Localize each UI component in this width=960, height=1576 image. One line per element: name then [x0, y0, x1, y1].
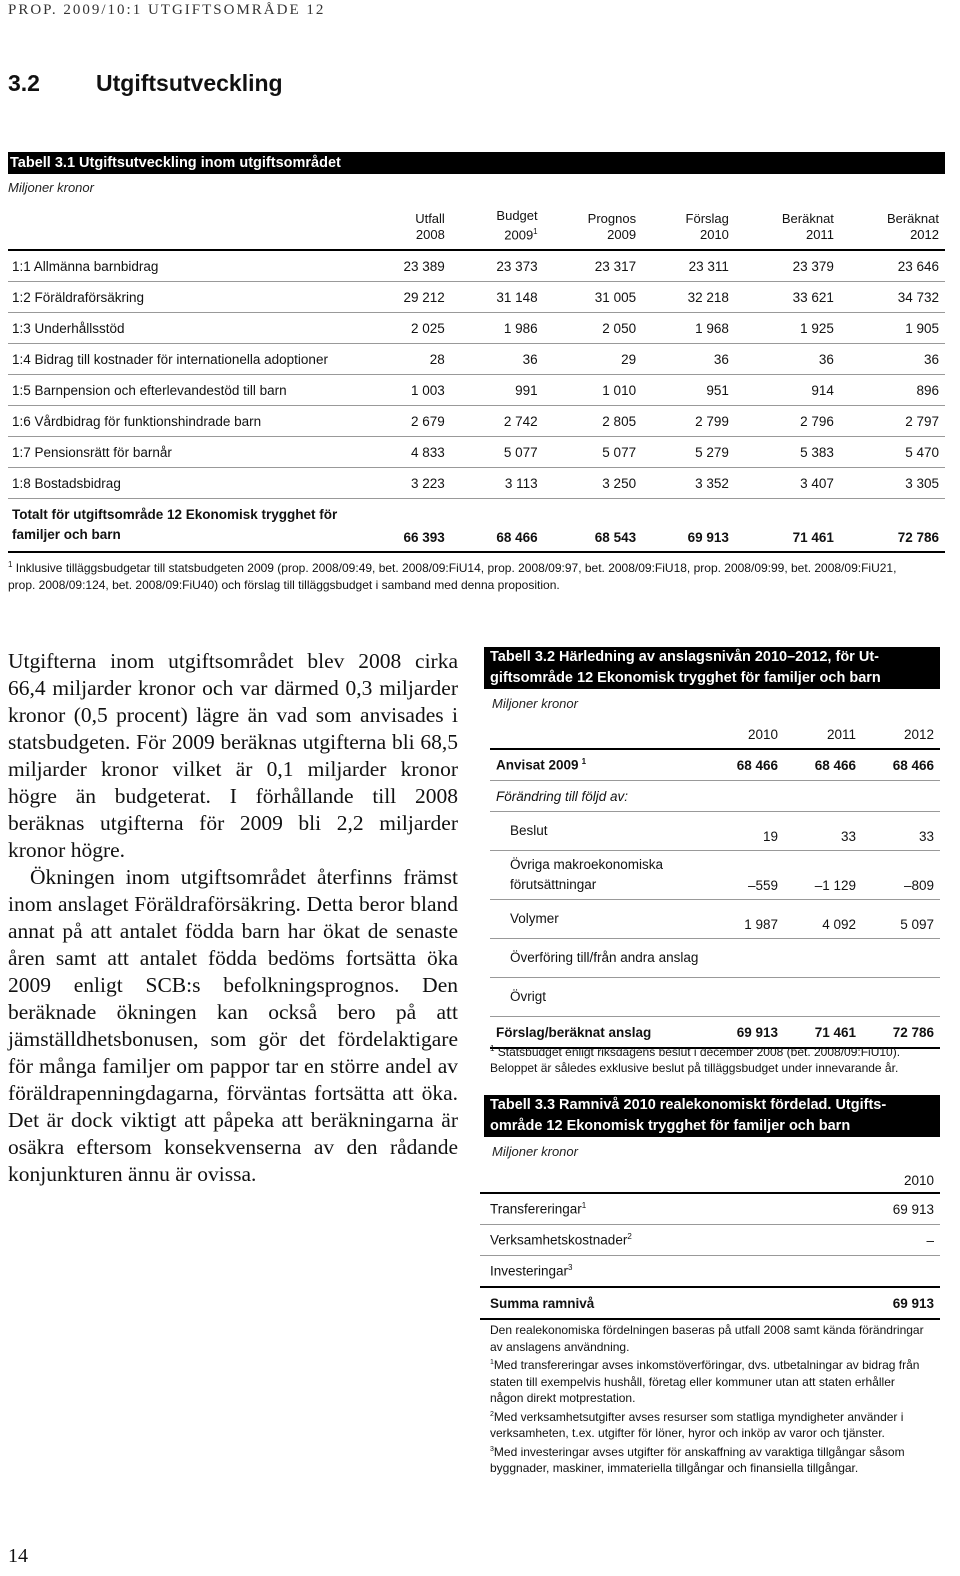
table2-year: 2010	[747, 726, 778, 742]
table-cell: 1 925	[735, 313, 840, 344]
table-cell: 3 352	[642, 468, 735, 499]
table-cell: –	[810, 1225, 940, 1256]
table-cell: –809	[862, 851, 940, 900]
table-cell: 23 389	[358, 250, 451, 282]
table-cell: 2 742	[451, 406, 544, 437]
row-label: 1:1 Allmänna barnbidrag	[8, 250, 358, 282]
total-cell: 71 461	[735, 499, 840, 553]
table1-total-row	[8, 499, 945, 553]
table3-footnote-3	[490, 1442, 930, 1477]
table1-header-line1: Prognos	[587, 211, 637, 227]
sum-label: Summa ramnivå	[480, 1287, 810, 1319]
table3-caption-line1: Tabell 3.3 Ramnivå 2010 realekonomiskt fördelad. Utgifts-	[490, 1097, 887, 1113]
table-cell: 4 092	[784, 900, 862, 939]
table3-header-empty	[480, 1168, 810, 1193]
table-cell: 71 461	[784, 1017, 862, 1049]
anvisat-label-text: Anvisat 2009	[496, 757, 579, 773]
table2-row	[490, 900, 940, 939]
table-cell: 36	[735, 344, 840, 375]
row-label: Överföring till/från andra anslag	[490, 939, 706, 978]
table1-header	[642, 204, 735, 250]
table-cell	[810, 1256, 940, 1288]
footnote-text: Med transfereringar avses inkomstöverföringar, dvs. utbetalningar av bidrag från staten till exempelvis hushåll, företag eller kommuner utan att staten erhåller någon direkt motprestation.	[490, 1358, 920, 1405]
table2-change-row	[490, 781, 940, 812]
row-label: 1:8 Bostadsbidrag	[8, 468, 358, 499]
row-label: 1:7 Pensionsrätt för barnår	[8, 437, 358, 468]
footnote-mark: 1	[490, 1359, 494, 1366]
table-cell: 3 407	[735, 468, 840, 499]
anvisat-sup: 1	[581, 757, 587, 767]
table-cell: 5 077	[544, 437, 642, 468]
table-cell: 991	[451, 375, 544, 406]
table-cell: 3 305	[840, 468, 945, 499]
table-cell: 2 679	[358, 406, 451, 437]
table2-year: 2011	[826, 726, 856, 742]
table-cell: 28	[358, 344, 451, 375]
row-label: 1:4 Bidrag till kostnader för internationella adoptioner	[8, 344, 358, 375]
table3-row	[480, 1256, 940, 1288]
table-cell: 2 796	[735, 406, 840, 437]
row-label	[480, 1193, 810, 1225]
table-cell: 36	[642, 344, 735, 375]
table1-row	[8, 313, 945, 344]
table1-header-line1: Utfall	[415, 211, 445, 227]
page-number: 14	[8, 1545, 28, 1567]
table-cell	[706, 978, 784, 1017]
table-cell: 23 373	[451, 250, 544, 282]
table2-caption-line1: Tabell 3.2 Härledning av anslagsnivån 2010–2012, för Ut-	[490, 649, 879, 665]
table-cell: 1 986	[451, 313, 544, 344]
table2-row	[490, 851, 940, 900]
table-cell: 5 279	[642, 437, 735, 468]
footnote-line1: Inklusive tilläggsbudgetar till statsbudgeten 2009 (prop. 2008/09:49, bet. 2008/09:FiU14, prop. 2008/09:97, bet. 2008/09:FiU18, prop. 2008/09:99, bet. 2008/09:FiU21,	[15, 561, 897, 575]
table-cell: 34 732	[840, 282, 945, 313]
table2-anvisat-row	[490, 749, 940, 781]
table-cell	[862, 978, 940, 1017]
table-cell: 3 250	[544, 468, 642, 499]
row-label: Övrigt	[490, 978, 706, 1017]
table-cell: 3 113	[451, 468, 544, 499]
total-cell: 69 913	[642, 499, 735, 553]
table-cell: 896	[840, 375, 945, 406]
table-cell: 5 383	[735, 437, 840, 468]
table2	[490, 720, 940, 1049]
table2-header-empty	[490, 720, 706, 749]
table2-caption-line2: giftsområde 12 Ekonomisk trygghet för familjer och barn	[490, 670, 881, 686]
table-cell: 2 805	[544, 406, 642, 437]
table3-sum-row	[480, 1287, 940, 1319]
table-cell: 19	[706, 812, 784, 851]
row-label-sup: 3	[568, 1263, 573, 1273]
footnote-mark: 2	[490, 1410, 494, 1418]
table3-footnote-1	[490, 1355, 930, 1407]
table3-row	[480, 1193, 940, 1225]
row-label: 1:2 Föräldraförsäkring	[8, 282, 358, 313]
table-cell: 5 097	[862, 900, 940, 939]
table-cell: 2 025	[358, 313, 451, 344]
row-label	[480, 1225, 810, 1256]
section-heading	[8, 70, 283, 97]
table3-footnote-2	[490, 1407, 930, 1442]
total-cell: 66 393	[358, 499, 451, 553]
table-cell: 31 005	[544, 282, 642, 313]
anvisat-label	[490, 749, 706, 781]
table1-header	[735, 204, 840, 250]
table3-row	[480, 1225, 940, 1256]
table1-footnote	[8, 556, 953, 594]
table1-row	[8, 437, 945, 468]
final-label: Förslag/beräknat anslag	[490, 1017, 706, 1049]
table-cell: 23 379	[735, 250, 840, 282]
table-cell: 914	[735, 375, 840, 406]
table-cell: 2 050	[544, 313, 642, 344]
table2-unit: Miljoner kronor	[492, 696, 578, 711]
table1-row	[8, 406, 945, 437]
table1-header	[840, 204, 945, 250]
footnote-line2: prop. 2008/09:124, bet. 2008/09:FiU40) och förslag till tilläggsbudget i samband med denna proposition.	[8, 578, 560, 592]
total-label-line1: Totalt för utgiftsområde 12 Ekonomisk trygghet för	[12, 507, 338, 523]
table-cell: 23 311	[642, 250, 735, 282]
footnote-text: Med verksamhetsutgifter avses resurser som statliga myndigheter använder i verksamheten, t.ex. utgifter för löner, hyror och inköp av varor och tjänster.	[490, 1409, 904, 1440]
table1-header	[544, 204, 642, 250]
total-label-line2: familjer och barn	[12, 527, 121, 543]
body-paragraph-1: Utgifterna inom utgiftsområdet blev 2008 cirka 66,4 miljarder kronor och var därmed 0,3 miljarder kronor (0,5 procent) lägre än vad som anvisades i statsbudgeten. För 2009 beräknas utgifterna bli 68,5 miljarder kronor vilket är 0,1 miljarder kronor högre än budgeterat. I förhållande till 2008 beräknas utgifterna för 2009 bli 2,2 miljarder kronor högre.	[8, 649, 458, 862]
table1-header-line2: 2012	[910, 227, 939, 243]
table-cell: 23 646	[840, 250, 945, 282]
table-cell: 1 968	[642, 313, 735, 344]
table1-caption	[8, 152, 945, 174]
section-title: Utgiftsutveckling	[96, 70, 283, 96]
table-cell: 29	[544, 344, 642, 375]
row-label: Övriga makroekonomiska förutsättningar	[490, 851, 706, 900]
row-label: Volymer	[490, 900, 706, 939]
table1-header-line2: 2011	[805, 227, 834, 243]
change-label: Förändring till följd av:	[490, 781, 940, 812]
row-label: 1:5 Barnpension och efterlevandestöd till barn	[8, 375, 358, 406]
table2-year: 2012	[903, 726, 934, 742]
table-cell: 69 913	[706, 1017, 784, 1049]
row-label-sup: 1	[581, 1201, 587, 1211]
row-label-text: Transfereringar	[490, 1201, 582, 1217]
sum-value: 69 913	[810, 1287, 940, 1319]
table2-row	[490, 939, 940, 978]
footnote-line2: Beloppet är således exklusive beslut på tilläggsbudget under innevarande år.	[490, 1061, 899, 1075]
table-cell: 33	[862, 812, 940, 851]
footnote-mark: 1	[490, 1044, 495, 1053]
table1-header-line1: Beräknat	[781, 211, 834, 227]
total-label	[8, 499, 358, 553]
table-cell: 69 913	[810, 1193, 940, 1225]
footnote-mark: 3	[490, 1445, 494, 1453]
row-label: 1:6 Vårdbidrag för funktionshindrade barn	[8, 406, 358, 437]
table1-header	[451, 204, 544, 250]
table-cell	[706, 939, 784, 978]
table1-header	[358, 204, 451, 250]
table3-year: 2010	[903, 1172, 934, 1188]
table-cell: 68 466	[784, 749, 862, 781]
table-cell: –559	[706, 851, 784, 900]
row-label: 1:3 Underhållsstöd	[8, 313, 358, 344]
table-cell	[862, 939, 940, 978]
table-cell: 36	[451, 344, 544, 375]
table-cell: 1 003	[358, 375, 451, 406]
table2-header-row	[490, 720, 940, 749]
table-cell: 1 987	[706, 900, 784, 939]
row-label	[480, 1256, 810, 1288]
total-cell: 68 543	[544, 499, 642, 553]
table3-unit: Miljoner kronor	[492, 1144, 578, 1159]
table1-row	[8, 282, 945, 313]
table-cell: 32 218	[642, 282, 735, 313]
table3-notes	[490, 1322, 930, 1477]
table2-footnote	[490, 1041, 940, 1076]
table-cell: 72 786	[862, 1017, 940, 1049]
table1-header-empty	[8, 204, 358, 250]
table1-header-line2: 2010	[699, 227, 729, 243]
table-cell: 68 466	[862, 749, 940, 781]
running-header: PROP. 2009/10:1 UTGIFTSOMRÅDE 12	[8, 2, 326, 18]
table1-row	[8, 344, 945, 375]
footnote-line1: Statsbudget enligt riksdagens beslut i december 2008 (bet. 2008/09:FiU10).	[497, 1045, 901, 1059]
table1-header-line1: Förslag	[685, 211, 729, 227]
table1-header-sup: 1	[533, 227, 538, 236]
table1-header-line2: 2008	[415, 227, 445, 243]
total-cell: 68 466	[451, 499, 544, 553]
table2-row	[490, 978, 940, 1017]
table1-header-line1: Budget	[496, 208, 538, 223]
table-cell: 36	[840, 344, 945, 375]
table-cell: 23 317	[544, 250, 642, 282]
table1-header-line1: Beräknat	[886, 211, 939, 227]
table1-caption-text: Tabell 3.1 Utgiftsutveckling inom utgiftsområdet	[10, 155, 341, 171]
table2-caption	[484, 647, 940, 689]
table-cell: 68 466	[706, 749, 784, 781]
body-text	[8, 648, 458, 1188]
row-label-text: Investeringar	[490, 1263, 569, 1279]
table1-unit: Miljoner kronor	[8, 180, 94, 195]
table-cell: 29 212	[358, 282, 451, 313]
table-cell: 2 797	[840, 406, 945, 437]
table-cell: 33	[784, 812, 862, 851]
table-cell: 5 470	[840, 437, 945, 468]
table1-header-line2: 2009	[504, 227, 534, 243]
table-cell: 31 148	[451, 282, 544, 313]
table1-row	[8, 250, 945, 282]
table-cell: 3 223	[358, 468, 451, 499]
table-cell: 2 799	[642, 406, 735, 437]
row-label: Beslut	[490, 812, 706, 851]
table-cell: 1 010	[544, 375, 642, 406]
table3-caption-line2: område 12 Ekonomisk trygghet för familjer och barn	[490, 1118, 851, 1134]
body-paragraph-2: Ökningen inom utgiftsområdet återfinns främst inom anslaget Föräldraförsäkring. Detta beror bland annat på att antalet födda barn har ökat de senaste åren samt att antalet födda bedöms fortsätta öka 2009 enligt SCB:s befolkningsprognos. Den beräknade ökningen kan också bero på att jämställdhetsbonusen, som gör det fördelaktigare för många familjer om pappor tar en större andel av föräldrapenningdagarna, förväntas fortsätta att öka. Det är dock viktigt att påpeka att beräkningarna är osäkra eftersom konsekvenserna av den rådande konjunkturen ännu är ovissa.	[8, 865, 458, 1186]
table1-row	[8, 375, 945, 406]
table-cell: 1 905	[840, 313, 945, 344]
table1-header-row	[8, 204, 945, 250]
footnote-text: Med investeringar avses utgifter för anskaffning av varaktiga tillgångar såsom byggnader, maskiner, immateriella tillgångar och finansiella tillgångar.	[490, 1444, 905, 1475]
row-label-sup: 2	[627, 1232, 632, 1242]
table3-header-row	[480, 1168, 940, 1193]
table-cell: 5 077	[451, 437, 544, 468]
table-cell: 33 621	[735, 282, 840, 313]
table-cell: 4 833	[358, 437, 451, 468]
table3-note: Den realekonomiska fördelningen baseras på utfall 2008 samt kända förändringar av anslagens användning.	[490, 1323, 924, 1354]
table1	[8, 204, 945, 553]
table3	[480, 1168, 940, 1320]
table-cell: 951	[642, 375, 735, 406]
total-cell: 72 786	[840, 499, 945, 553]
table3-caption	[484, 1095, 940, 1137]
table-cell	[784, 978, 862, 1017]
table-cell: –1 129	[784, 851, 862, 900]
table1-header-line2: 2009	[607, 227, 637, 243]
section-number: 3.2	[8, 70, 40, 96]
table-cell	[784, 939, 862, 978]
row-label-text: Verksamhetskostnader	[490, 1232, 628, 1248]
table2-row	[490, 812, 940, 851]
table1-row	[8, 468, 945, 499]
footnote-mark: 1	[8, 560, 13, 569]
